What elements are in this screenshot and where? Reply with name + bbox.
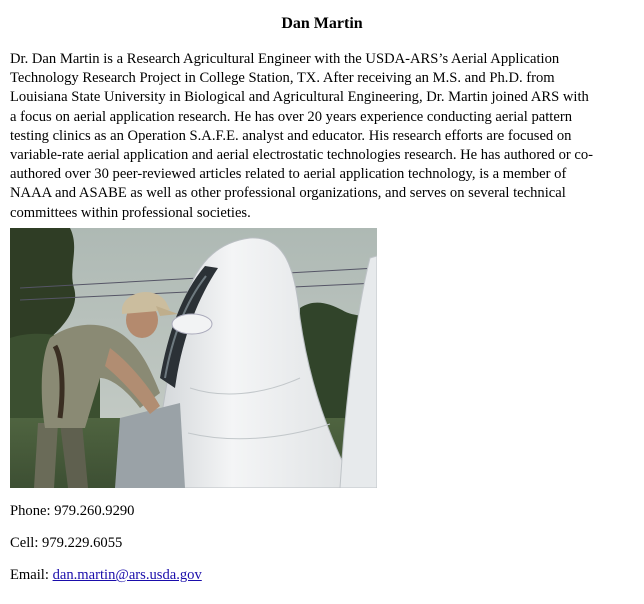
profile-photo [10, 228, 377, 488]
email-link[interactable]: dan.martin@ars.usda.gov [52, 567, 202, 583]
bio-line: Louisiana State University in Biological and Agricultural Engineering, Dr. Martin joined ARS with [10, 89, 589, 106]
bio-line: Dr. Dan Martin is a Research Agricultural Engineer with the USDA-ARS’s Aerial Application [10, 51, 560, 67]
cell-line [10, 534, 122, 552]
email-label: Email: [10, 567, 53, 583]
bio-paragraph [10, 50, 640, 223]
bio-line: NAAA and ASABE as well as other professional organizations, and serves on several technical [10, 185, 566, 202]
phone-number: 979.260.9290 [54, 503, 135, 519]
cell-number: 979.229.6055 [42, 535, 123, 551]
bio-line: a focus on aerial application research. He has over 20 years experience conducting aerial pattern [10, 108, 572, 125]
bio-line: Technology Research Project in College Station, TX. After receiving an M.S. and Ph.D. from [10, 70, 555, 87]
cell-label: Cell: [10, 535, 43, 551]
phone-label: Phone: [10, 503, 55, 519]
email-line [10, 566, 202, 584]
phone-line [10, 502, 134, 520]
bio-line: testing clinics as an Operation S.A.F.E. analyst and educator. His research efforts are focused on [10, 127, 572, 144]
bio-line: committees within professional societies. [10, 204, 251, 221]
bio-line: authored over 30 peer-reviewed articles related to aerial application technology, is a member of [10, 166, 567, 183]
bio-line: variable-rate aerial application and aerial electrostatic technologies research. He has authored or co- [10, 147, 594, 164]
page-title: Dan Martin [281, 15, 363, 32]
